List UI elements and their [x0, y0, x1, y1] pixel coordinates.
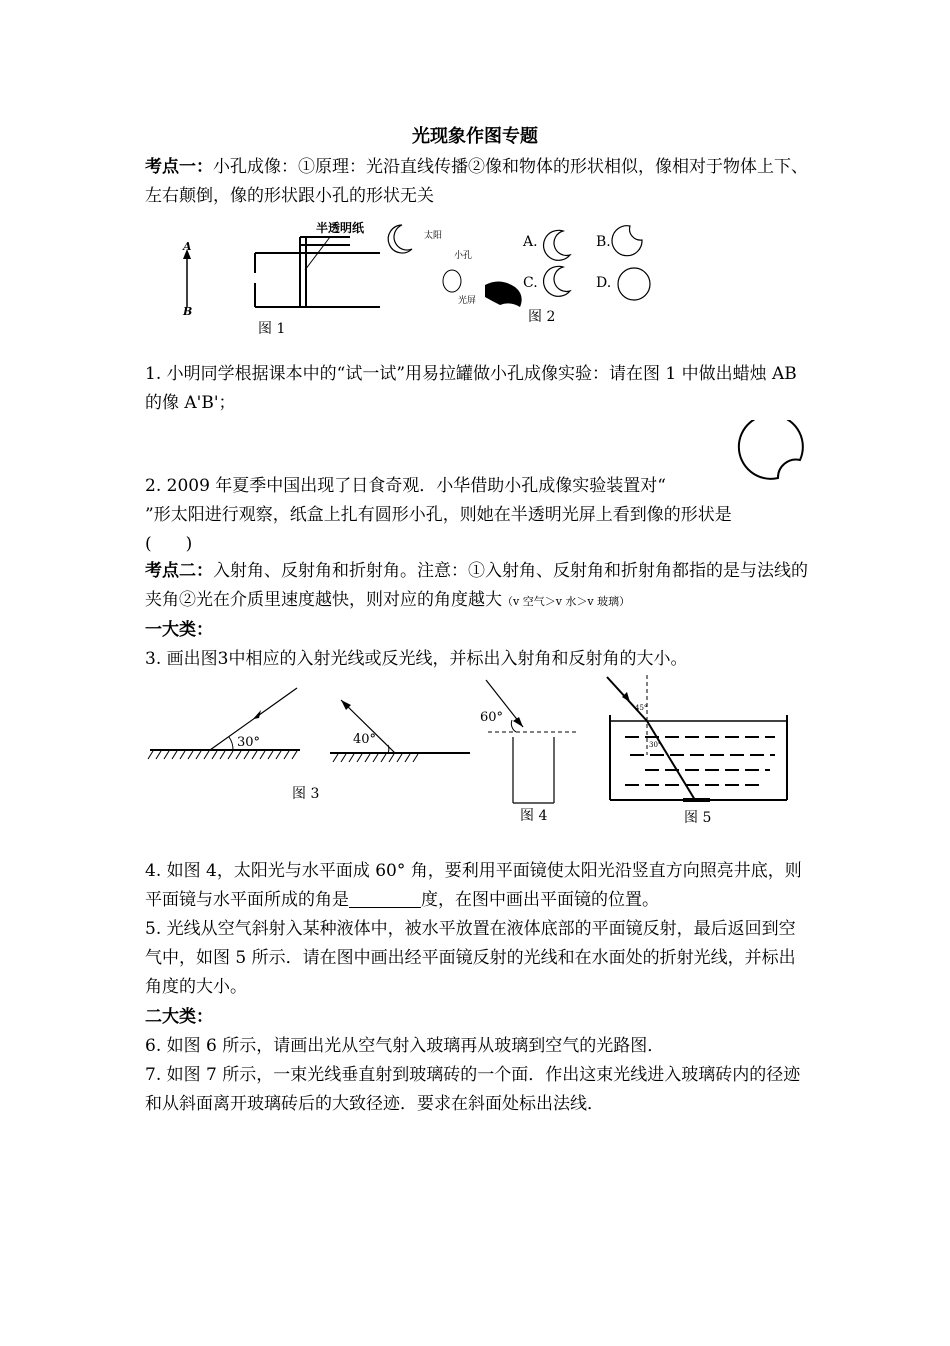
question-5: 5. 光线从空气斜射入某种液体中，被水平放置在液体底部的平面镜反射，最后返回到空气中，如图 5 所示．请在图中画出经平面镜反射的光线和在水面处的折射光线，并标出角度的大小。 — [145, 919, 796, 997]
figure-4 — [478, 675, 583, 805]
figure-1-caption: 图 1 — [258, 321, 286, 337]
hole-label: 小孔 — [454, 251, 473, 261]
angle-40-label: 40° — [353, 732, 377, 747]
speed-note: （v 空气＞v 水＞v 玻璃） — [502, 595, 631, 608]
question-7: 7. 如图 7 所示，一束光线垂直射到玻璃砖的一个面．作出这束光线进入玻璃砖内的径迹和从斜面离开玻璃砖后的大致径迹．要求在斜面处标出法线． — [145, 1065, 801, 1114]
question-2-line-1: 2. 2009 年夏季中国出现了日食奇观．小华借助小孔成像实验装置对“ — [145, 476, 666, 496]
question-2-line-3: ( ) — [145, 534, 193, 554]
option-b: B. — [596, 234, 611, 250]
screen-label: 光屏 — [458, 296, 477, 306]
angle-60-label: 60° — [480, 710, 504, 725]
kaodian1-label: 考点一： — [145, 157, 213, 177]
figure-5-caption: 图 5 — [684, 810, 712, 826]
paper-label: 半透明纸 — [316, 221, 365, 235]
question-4-blank[interactable] — [349, 889, 421, 908]
figure-2-caption: 图 2 — [528, 309, 556, 325]
question-4-text: 4. 如图 4，太阳光与水平面成 60° 角，要利用平面镜使太阳光沿竖直方向照亮井底，则平面镜与水平面所成的角是 — [145, 861, 802, 910]
figure-2-options-right — [596, 218, 666, 308]
pinhole-can — [255, 220, 380, 307]
point-a-label: A — [183, 240, 192, 253]
option-c: C. — [523, 275, 538, 291]
sun-label: 太阳 — [424, 231, 443, 241]
figure-5 — [605, 675, 795, 805]
category-1-heading: 一大类： — [145, 620, 213, 640]
page-title: 光现象作图专题 — [412, 126, 538, 147]
kaodian2-label: 考点二： — [145, 561, 213, 581]
question-2 — [145, 472, 810, 559]
option-d: D. — [596, 275, 612, 291]
category-2-heading: 二大类： — [145, 1007, 213, 1027]
kaodian2-text: 入射角、反射角和折射角。注意：①入射角、反射角和折射角都指的是与法线的夹角②光在介质里速度越快，则对应的角度越大 — [145, 561, 808, 610]
kaodian2-paragraph — [145, 557, 810, 616]
question-4-text-end: 度，在图中画出平面镜的位置。 — [421, 890, 659, 910]
figure-2 — [388, 225, 611, 307]
angle-30-label: 30° — [237, 735, 261, 750]
question-3: 3. 画出图3中相应的入射光线或反光线，并标出入射角和反射角的大小。 — [145, 649, 688, 669]
figure-4-caption: 图 4 — [520, 808, 548, 824]
question-4 — [145, 857, 810, 915]
question-2-line-2: ”形太阳进行观察，纸盒上扎有圆形小孔，则她在半透明光屏上看到像的形状是 — [145, 505, 732, 525]
angle-45-label: 45° — [635, 704, 648, 712]
kaodian1-paragraph — [145, 153, 810, 211]
figure-3 — [145, 675, 475, 775]
angle-30-fig5-label: 30° — [649, 741, 662, 749]
kaodian1-text: 小孔成像：①原理：光沿直线传播②像和物体的形状相似，像相对于物体上下、左右颠倒，像的形状跟小孔的形状无关 — [145, 157, 808, 206]
figure-3-caption: 图 3 — [292, 786, 320, 802]
candle-ab — [182, 240, 192, 318]
point-b-label: B — [183, 305, 193, 318]
question-6: 6. 如图 6 所示，请画出光从空气射入玻璃再从玻璃到空气的光路图． — [145, 1036, 665, 1056]
question-1: 1. 小明同学根据课本中的“试一试”用易拉罐做小孔成像实验：请在图 1 中做出蜡烛 AB 的像 A'B'； — [145, 364, 797, 413]
option-a: A. — [523, 234, 538, 250]
